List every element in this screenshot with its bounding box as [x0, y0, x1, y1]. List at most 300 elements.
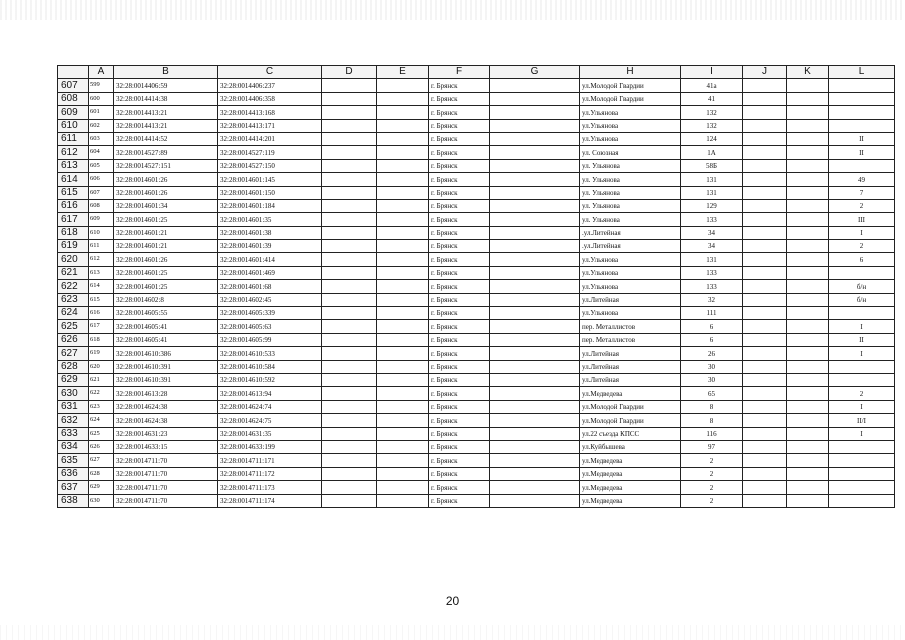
cell-empty-d[interactable] [322, 400, 377, 413]
cell-apartment[interactable]: б/н [829, 293, 895, 306]
row-number[interactable]: 630 [58, 387, 89, 400]
cell-empty-k[interactable] [787, 481, 829, 494]
cell-empty-j[interactable] [743, 387, 787, 400]
cell-house[interactable]: 1А [681, 146, 743, 159]
cell-empty-k[interactable] [787, 119, 829, 132]
cell-empty-d[interactable] [322, 253, 377, 266]
cell-city[interactable]: г. Брянск [429, 333, 490, 346]
cell-city[interactable]: г. Брянск [429, 106, 490, 119]
cell-number[interactable]: 599 [89, 79, 114, 92]
cell-empty-j[interactable] [743, 186, 787, 199]
cell-empty-d[interactable] [322, 494, 377, 507]
cell-cadastral-parcel[interactable]: 32:28:0014601:21 [114, 226, 218, 239]
corner-header[interactable] [58, 66, 89, 79]
row-number[interactable]: 616 [58, 199, 89, 212]
cell-empty-d[interactable] [322, 427, 377, 440]
cell-number[interactable]: 617 [89, 320, 114, 333]
cell-empty-g[interactable] [490, 373, 580, 386]
cell-empty-k[interactable] [787, 454, 829, 467]
cell-street[interactable]: .ул.Литейная [580, 226, 681, 239]
cell-house[interactable]: 2 [681, 481, 743, 494]
row-number[interactable]: 608 [58, 92, 89, 105]
cell-empty-j[interactable] [743, 454, 787, 467]
cell-street[interactable]: ул.Ульянова [580, 106, 681, 119]
cell-empty-g[interactable] [490, 440, 580, 453]
cell-cadastral-parcel[interactable]: 32:28:0014711:70 [114, 494, 218, 507]
row-number[interactable]: 614 [58, 173, 89, 186]
cell-apartment[interactable]: 2 [829, 240, 895, 253]
cell-house[interactable]: 116 [681, 427, 743, 440]
cell-empty-e[interactable] [377, 92, 429, 105]
cell-empty-k[interactable] [787, 293, 829, 306]
cell-cadastral-parcel[interactable]: 32:28:0014711:70 [114, 481, 218, 494]
cell-city[interactable]: г. Брянск [429, 79, 490, 92]
cell-empty-k[interactable] [787, 347, 829, 360]
cell-empty-d[interactable] [322, 454, 377, 467]
cell-empty-j[interactable] [743, 280, 787, 293]
cell-empty-j[interactable] [743, 213, 787, 226]
cell-city[interactable]: г. Брянск [429, 119, 490, 132]
cell-street[interactable]: ул.Литейная [580, 293, 681, 306]
cell-empty-e[interactable] [377, 427, 429, 440]
cell-house[interactable]: 97 [681, 440, 743, 453]
cell-apartment[interactable]: 6 [829, 253, 895, 266]
cell-cadastral-parcel[interactable]: 32:28:0014527:151 [114, 159, 218, 172]
cell-empty-d[interactable] [322, 106, 377, 119]
cell-cadastral-object[interactable]: 32:28:0014610:592 [218, 373, 322, 386]
cell-cadastral-parcel[interactable]: 32:28:0014413:21 [114, 119, 218, 132]
row-number[interactable]: 618 [58, 226, 89, 239]
cell-apartment[interactable] [829, 119, 895, 132]
cell-house[interactable]: 58Б [681, 159, 743, 172]
row-number[interactable]: 617 [58, 213, 89, 226]
cell-empty-e[interactable] [377, 293, 429, 306]
cell-house[interactable]: 2 [681, 494, 743, 507]
cell-number[interactable]: 613 [89, 266, 114, 279]
cell-empty-d[interactable] [322, 347, 377, 360]
cell-empty-e[interactable] [377, 360, 429, 373]
cell-cadastral-parcel[interactable]: 32:28:0014624:38 [114, 414, 218, 427]
cell-empty-k[interactable] [787, 494, 829, 507]
cell-apartment[interactable]: II/I [829, 414, 895, 427]
cell-number[interactable]: 623 [89, 400, 114, 413]
cell-empty-e[interactable] [377, 320, 429, 333]
row-number[interactable]: 634 [58, 440, 89, 453]
cell-cadastral-parcel[interactable]: 32:28:0014601:26 [114, 173, 218, 186]
cell-empty-g[interactable] [490, 226, 580, 239]
cell-empty-e[interactable] [377, 186, 429, 199]
cell-empty-j[interactable] [743, 173, 787, 186]
row-number[interactable]: 609 [58, 106, 89, 119]
cell-house[interactable]: 26 [681, 347, 743, 360]
cell-number[interactable]: 630 [89, 494, 114, 507]
cell-number[interactable]: 610 [89, 226, 114, 239]
cell-empty-k[interactable] [787, 400, 829, 413]
cell-street[interactable]: ул.Молодой Гвардии [580, 92, 681, 105]
cell-empty-d[interactable] [322, 92, 377, 105]
cell-number[interactable]: 607 [89, 186, 114, 199]
cell-number[interactable]: 620 [89, 360, 114, 373]
cell-empty-g[interactable] [490, 454, 580, 467]
cell-cadastral-object[interactable]: 32:28:0014601:39 [218, 240, 322, 253]
cell-empty-j[interactable] [743, 92, 787, 105]
column-header-b[interactable]: B [114, 66, 218, 79]
cell-house[interactable]: 65 [681, 387, 743, 400]
cell-cadastral-object[interactable]: 32:28:0014601:414 [218, 253, 322, 266]
cell-empty-e[interactable] [377, 454, 429, 467]
cell-empty-k[interactable] [787, 427, 829, 440]
cell-cadastral-object[interactable]: 32:28:0014601:469 [218, 266, 322, 279]
cell-number[interactable]: 611 [89, 240, 114, 253]
cell-city[interactable]: г. Брянск [429, 320, 490, 333]
cell-city[interactable]: г. Брянск [429, 347, 490, 360]
cell-empty-j[interactable] [743, 414, 787, 427]
cell-cadastral-parcel[interactable]: 32:28:0014605:41 [114, 333, 218, 346]
cell-empty-g[interactable] [490, 467, 580, 480]
cell-empty-g[interactable] [490, 119, 580, 132]
cell-empty-g[interactable] [490, 79, 580, 92]
cell-empty-e[interactable] [377, 307, 429, 320]
cell-cadastral-parcel[interactable]: 32:28:0014610:391 [114, 373, 218, 386]
cell-empty-g[interactable] [490, 159, 580, 172]
cell-cadastral-parcel[interactable]: 32:28:0014601:26 [114, 186, 218, 199]
cell-apartment[interactable]: 2 [829, 199, 895, 212]
row-number[interactable]: 613 [58, 159, 89, 172]
column-header-f[interactable]: F [429, 66, 490, 79]
cell-empty-j[interactable] [743, 333, 787, 346]
cell-apartment[interactable]: III [829, 213, 895, 226]
cell-empty-j[interactable] [743, 400, 787, 413]
cell-cadastral-object[interactable]: 32:28:0014413:168 [218, 106, 322, 119]
cell-city[interactable]: г. Брянск [429, 159, 490, 172]
cell-empty-d[interactable] [322, 387, 377, 400]
cell-cadastral-object[interactable]: 32:28:0014414:201 [218, 132, 322, 145]
column-header-e[interactable]: E [377, 66, 429, 79]
cell-apartment[interactable]: I [829, 226, 895, 239]
cell-city[interactable]: г. Брянск [429, 132, 490, 145]
row-number[interactable]: 621 [58, 266, 89, 279]
cell-street[interactable]: ул.Медведева [580, 454, 681, 467]
row-number[interactable]: 638 [58, 494, 89, 507]
cell-house[interactable]: 133 [681, 213, 743, 226]
row-number[interactable]: 637 [58, 481, 89, 494]
cell-empty-d[interactable] [322, 293, 377, 306]
cell-apartment[interactable] [829, 494, 895, 507]
cell-number[interactable]: 627 [89, 454, 114, 467]
cell-cadastral-parcel[interactable]: 32:28:0014610:391 [114, 360, 218, 373]
row-number[interactable]: 607 [58, 79, 89, 92]
column-header-i[interactable]: I [681, 66, 743, 79]
cell-number[interactable]: 626 [89, 440, 114, 453]
cell-empty-e[interactable] [377, 253, 429, 266]
cell-street[interactable]: .ул.Литейная [580, 240, 681, 253]
cell-number[interactable]: 619 [89, 347, 114, 360]
cell-empty-e[interactable] [377, 467, 429, 480]
cell-number[interactable]: 603 [89, 132, 114, 145]
cell-empty-g[interactable] [490, 132, 580, 145]
cell-empty-j[interactable] [743, 360, 787, 373]
cell-city[interactable]: г. Брянск [429, 414, 490, 427]
cell-number[interactable]: 605 [89, 159, 114, 172]
row-number[interactable]: 633 [58, 427, 89, 440]
cell-cadastral-parcel[interactable]: 32:28:0014610:386 [114, 347, 218, 360]
row-number[interactable]: 626 [58, 333, 89, 346]
cell-house[interactable]: 129 [681, 199, 743, 212]
cell-empty-e[interactable] [377, 266, 429, 279]
row-number[interactable]: 632 [58, 414, 89, 427]
cell-street[interactable]: ул.Литейная [580, 373, 681, 386]
row-number[interactable]: 627 [58, 347, 89, 360]
cell-cadastral-object[interactable]: 32:28:0014633:199 [218, 440, 322, 453]
column-header-c[interactable]: C [218, 66, 322, 79]
row-number[interactable]: 612 [58, 146, 89, 159]
row-number[interactable]: 615 [58, 186, 89, 199]
cell-empty-d[interactable] [322, 173, 377, 186]
cell-city[interactable]: г. Брянск [429, 226, 490, 239]
cell-empty-j[interactable] [743, 481, 787, 494]
cell-apartment[interactable] [829, 360, 895, 373]
cell-cadastral-parcel[interactable]: 32:28:0014527:89 [114, 146, 218, 159]
cell-cadastral-object[interactable]: 32:28:0014711:174 [218, 494, 322, 507]
cell-empty-d[interactable] [322, 226, 377, 239]
cell-house[interactable]: 2 [681, 467, 743, 480]
cell-empty-e[interactable] [377, 146, 429, 159]
cell-cadastral-object[interactable]: 32:28:0014624:75 [218, 414, 322, 427]
cell-street[interactable]: ул.Молодой Гвардии [580, 79, 681, 92]
cell-empty-j[interactable] [743, 347, 787, 360]
cell-city[interactable]: г. Брянск [429, 427, 490, 440]
cell-number[interactable]: 616 [89, 307, 114, 320]
row-number[interactable]: 610 [58, 119, 89, 132]
cell-empty-d[interactable] [322, 333, 377, 346]
cell-empty-k[interactable] [787, 92, 829, 105]
cell-number[interactable]: 624 [89, 414, 114, 427]
cell-empty-j[interactable] [743, 373, 787, 386]
cell-empty-e[interactable] [377, 387, 429, 400]
cell-street[interactable]: ул.Ульянова [580, 119, 681, 132]
cell-empty-g[interactable] [490, 280, 580, 293]
cell-cadastral-object[interactable]: 32:28:0014601:35 [218, 213, 322, 226]
cell-empty-k[interactable] [787, 173, 829, 186]
cell-city[interactable]: г. Брянск [429, 240, 490, 253]
cell-empty-k[interactable] [787, 199, 829, 212]
cell-empty-e[interactable] [377, 119, 429, 132]
cell-house[interactable]: 2 [681, 454, 743, 467]
cell-empty-d[interactable] [322, 119, 377, 132]
cell-empty-e[interactable] [377, 199, 429, 212]
cell-house[interactable]: 30 [681, 373, 743, 386]
cell-apartment[interactable]: 49 [829, 173, 895, 186]
cell-city[interactable]: г. Брянск [429, 440, 490, 453]
cell-street[interactable]: ул. Ульянова [580, 186, 681, 199]
cell-empty-k[interactable] [787, 240, 829, 253]
cell-cadastral-parcel[interactable]: 32:28:0014601:25 [114, 213, 218, 226]
cell-cadastral-object[interactable]: 32:28:0014527:119 [218, 146, 322, 159]
cell-apartment[interactable] [829, 79, 895, 92]
cell-cadastral-object[interactable]: 32:28:0014711:172 [218, 467, 322, 480]
cell-cadastral-object[interactable]: 32:28:0014605:99 [218, 333, 322, 346]
cell-empty-j[interactable] [743, 293, 787, 306]
cell-city[interactable]: г. Брянск [429, 253, 490, 266]
cell-number[interactable]: 604 [89, 146, 114, 159]
cell-apartment[interactable]: I [829, 400, 895, 413]
cell-city[interactable]: г. Брянск [429, 494, 490, 507]
cell-empty-e[interactable] [377, 440, 429, 453]
cell-empty-j[interactable] [743, 494, 787, 507]
cell-apartment[interactable]: II [829, 146, 895, 159]
cell-empty-j[interactable] [743, 119, 787, 132]
cell-empty-j[interactable] [743, 106, 787, 119]
cell-city[interactable]: г. Брянск [429, 146, 490, 159]
cell-street[interactable]: ул.Молодой Гвардии [580, 400, 681, 413]
cell-cadastral-parcel[interactable]: 32:28:0014624:38 [114, 400, 218, 413]
cell-street[interactable]: ул.Медведева [580, 387, 681, 400]
cell-empty-g[interactable] [490, 333, 580, 346]
cell-apartment[interactable]: I [829, 320, 895, 333]
cell-empty-k[interactable] [787, 213, 829, 226]
cell-house[interactable]: 132 [681, 106, 743, 119]
row-number[interactable]: 628 [58, 360, 89, 373]
cell-street[interactable]: пер. Металлистов [580, 333, 681, 346]
cell-apartment[interactable]: 7 [829, 186, 895, 199]
cell-empty-g[interactable] [490, 266, 580, 279]
cell-cadastral-parcel[interactable]: 32:28:0014601:34 [114, 199, 218, 212]
cell-cadastral-object[interactable]: 32:28:0014631:35 [218, 427, 322, 440]
row-number[interactable]: 631 [58, 400, 89, 413]
cell-street[interactable]: ул.Медведева [580, 467, 681, 480]
cell-number[interactable]: 628 [89, 467, 114, 480]
cell-empty-e[interactable] [377, 373, 429, 386]
cell-empty-k[interactable] [787, 387, 829, 400]
cell-house[interactable]: 34 [681, 226, 743, 239]
cell-empty-e[interactable] [377, 481, 429, 494]
cell-empty-j[interactable] [743, 440, 787, 453]
cell-cadastral-object[interactable]: 32:28:0014610:533 [218, 347, 322, 360]
cell-house[interactable]: 32 [681, 293, 743, 306]
cell-number[interactable]: 606 [89, 173, 114, 186]
row-number[interactable]: 611 [58, 132, 89, 145]
column-header-d[interactable]: D [322, 66, 377, 79]
cell-empty-k[interactable] [787, 132, 829, 145]
cell-empty-g[interactable] [490, 186, 580, 199]
cell-street[interactable]: ул.Медведева [580, 494, 681, 507]
cell-apartment[interactable]: б/н [829, 280, 895, 293]
cell-street[interactable]: ул. Ульянова [580, 199, 681, 212]
cell-cadastral-parcel[interactable]: 32:28:0014613:28 [114, 387, 218, 400]
cell-cadastral-object[interactable]: 32:28:0014601:184 [218, 199, 322, 212]
column-header-l[interactable]: L [829, 66, 895, 79]
cell-empty-d[interactable] [322, 199, 377, 212]
cell-empty-d[interactable] [322, 440, 377, 453]
cell-empty-d[interactable] [322, 467, 377, 480]
cell-empty-g[interactable] [490, 199, 580, 212]
cell-cadastral-parcel[interactable]: 32:28:0014711:70 [114, 467, 218, 480]
cell-cadastral-parcel[interactable]: 32:28:0014601:25 [114, 266, 218, 279]
cell-cadastral-object[interactable]: 32:28:0014605:63 [218, 320, 322, 333]
cell-number[interactable]: 622 [89, 387, 114, 400]
cell-city[interactable]: г. Брянск [429, 373, 490, 386]
cell-cadastral-object[interactable]: 32:28:0014527:150 [218, 159, 322, 172]
cell-empty-g[interactable] [490, 253, 580, 266]
cell-empty-e[interactable] [377, 226, 429, 239]
cell-cadastral-object[interactable]: 32:28:0014613:94 [218, 387, 322, 400]
cell-street[interactable]: пер. Металлистов [580, 320, 681, 333]
cell-empty-e[interactable] [377, 333, 429, 346]
cell-apartment[interactable]: I [829, 347, 895, 360]
cell-empty-k[interactable] [787, 280, 829, 293]
column-header-g[interactable]: G [490, 66, 580, 79]
cell-empty-e[interactable] [377, 414, 429, 427]
cell-empty-j[interactable] [743, 467, 787, 480]
cell-empty-e[interactable] [377, 173, 429, 186]
cell-house[interactable]: 41а [681, 79, 743, 92]
cell-number[interactable]: 614 [89, 280, 114, 293]
cell-street[interactable]: ул. Ульянова [580, 173, 681, 186]
cell-empty-e[interactable] [377, 79, 429, 92]
cell-number[interactable]: 609 [89, 213, 114, 226]
cell-apartment[interactable]: II [829, 132, 895, 145]
cell-cadastral-parcel[interactable]: 32:28:0014633:15 [114, 440, 218, 453]
cell-cadastral-object[interactable]: 32:28:0014711:173 [218, 481, 322, 494]
cell-apartment[interactable] [829, 440, 895, 453]
cell-empty-g[interactable] [490, 92, 580, 105]
cell-house[interactable]: 131 [681, 186, 743, 199]
cell-street[interactable]: ул.Ульянова [580, 253, 681, 266]
cell-empty-g[interactable] [490, 213, 580, 226]
cell-cadastral-parcel[interactable]: 32:28:0014414:38 [114, 92, 218, 105]
cell-house[interactable]: 133 [681, 266, 743, 279]
cell-cadastral-object[interactable]: 32:28:0014624:74 [218, 400, 322, 413]
cell-empty-e[interactable] [377, 494, 429, 507]
cell-number[interactable]: 600 [89, 92, 114, 105]
cell-cadastral-parcel[interactable]: 32:28:0014631:23 [114, 427, 218, 440]
cell-empty-d[interactable] [322, 280, 377, 293]
cell-empty-j[interactable] [743, 266, 787, 279]
cell-street[interactable]: ул.Литейная [580, 347, 681, 360]
row-number[interactable]: 636 [58, 467, 89, 480]
cell-house[interactable]: 34 [681, 240, 743, 253]
cell-street[interactable]: ул.Литейная [580, 360, 681, 373]
row-number[interactable]: 622 [58, 280, 89, 293]
row-number[interactable]: 619 [58, 240, 89, 253]
cell-apartment[interactable]: I [829, 427, 895, 440]
row-number[interactable]: 623 [58, 293, 89, 306]
cell-city[interactable]: г. Брянск [429, 360, 490, 373]
cell-empty-e[interactable] [377, 106, 429, 119]
cell-number[interactable]: 615 [89, 293, 114, 306]
cell-empty-g[interactable] [490, 387, 580, 400]
cell-empty-g[interactable] [490, 106, 580, 119]
cell-empty-k[interactable] [787, 226, 829, 239]
cell-empty-j[interactable] [743, 320, 787, 333]
cell-empty-k[interactable] [787, 414, 829, 427]
cell-empty-d[interactable] [322, 146, 377, 159]
column-header-a[interactable]: A [89, 66, 114, 79]
cell-cadastral-object[interactable]: 32:28:0014605:339 [218, 307, 322, 320]
cell-street[interactable]: ул.Ульянова [580, 266, 681, 279]
cell-empty-g[interactable] [490, 481, 580, 494]
cell-empty-d[interactable] [322, 213, 377, 226]
cell-empty-g[interactable] [490, 414, 580, 427]
cell-cadastral-object[interactable]: 32:28:0014602:45 [218, 293, 322, 306]
cell-cadastral-object[interactable]: 32:28:0014406:358 [218, 92, 322, 105]
cell-number[interactable]: 625 [89, 427, 114, 440]
cell-empty-j[interactable] [743, 159, 787, 172]
cell-house[interactable]: 6 [681, 320, 743, 333]
cell-street[interactable]: ул.Ульянова [580, 132, 681, 145]
cell-cadastral-object[interactable]: 32:28:0014413:171 [218, 119, 322, 132]
cell-cadastral-parcel[interactable]: 32:28:0014406:59 [114, 79, 218, 92]
